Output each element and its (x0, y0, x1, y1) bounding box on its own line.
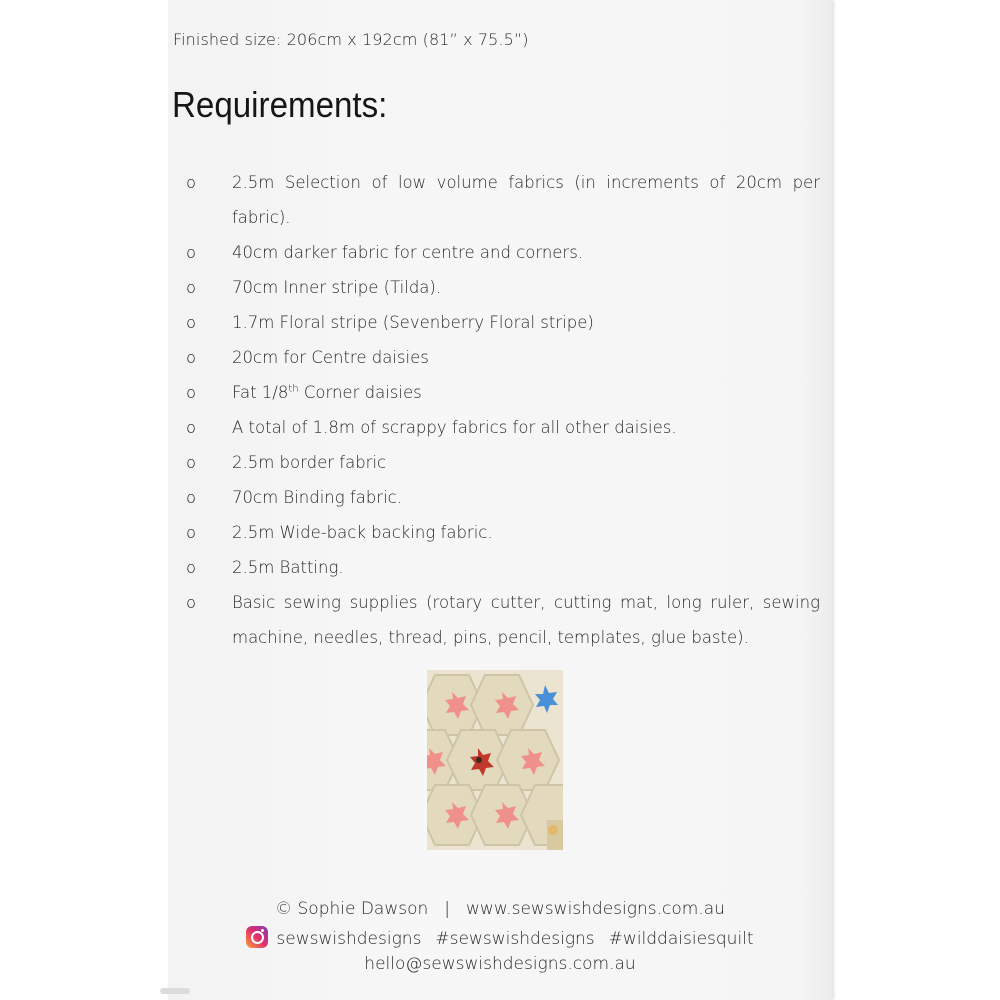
list-item-text-post: Corner daisies (298, 383, 422, 402)
requirements-list (168, 165, 820, 655)
list-item-text: 2.5m Selection of low volume fabrics (in increments of 20cm per fabric). (232, 173, 820, 227)
finished-size: Finished size: 206cm x 192cm (81” x 75.5”) (173, 30, 529, 49)
bullet-icon: o (186, 418, 196, 437)
footer-copyright-line (168, 899, 832, 919)
website-link[interactable]: www.sewswishdesigns.com.au (466, 899, 725, 919)
list-item (168, 165, 820, 235)
copyright-text: © Sophie Dawson (275, 899, 429, 919)
hashtag-wilddaisiesquilt[interactable]: #wilddaisiesquilt (608, 929, 754, 949)
list-item (168, 375, 820, 410)
page-edge-mark (160, 988, 190, 994)
list-item (168, 445, 820, 480)
list-item (168, 515, 820, 550)
list-item-text: 2.5m Batting. (232, 558, 344, 577)
list-item-text: Basic sewing supplies (rotary cutter, cutting mat, long ruler, sewing machine, needles, thread, pins, pencil, templates, glue baste). (232, 593, 820, 647)
list-item (168, 340, 820, 375)
bullet-icon: o (186, 313, 196, 332)
bullet-icon: o (186, 243, 196, 262)
bullet-icon: o (186, 558, 196, 577)
footer-email-line (168, 954, 832, 974)
list-item (168, 585, 820, 655)
bullet-icon: o (186, 593, 196, 612)
list-item-text: 20cm for Centre daisies (232, 348, 429, 367)
list-item (168, 305, 820, 340)
list-item (168, 480, 820, 515)
list-item-text-pre: Fat 1/8 (232, 383, 289, 402)
bullet-icon: o (186, 348, 196, 367)
bullet-icon: o (186, 488, 196, 507)
bullet-icon: o (186, 278, 196, 297)
list-item-text (232, 375, 820, 410)
list-item (168, 270, 820, 305)
bullet-icon: o (186, 173, 196, 192)
list-item (168, 550, 820, 585)
hashtag-sewswishdesigns[interactable]: #sewswishdesigns (435, 929, 595, 949)
footer-social-line (168, 926, 832, 949)
list-item (168, 410, 820, 445)
instagram-handle[interactable]: sewswishdesigns (276, 929, 422, 949)
bullet-icon: o (186, 523, 196, 542)
list-item-text: A total of 1.8m of scrappy fabrics for all other daisies. (232, 418, 677, 437)
footer-separator: | (444, 899, 451, 919)
quilt-photo (427, 670, 563, 850)
list-item-text: 1.7m Floral stripe (Sevenberry Floral stripe) (232, 313, 594, 332)
quilt-photo-image (427, 670, 563, 850)
list-item-text: 40cm darker fabric for centre and corners. (232, 243, 584, 262)
document-page (168, 0, 832, 1000)
email-link[interactable]: hello@sewswishdesigns.com.au (364, 954, 636, 974)
superscript-th: th (288, 383, 299, 395)
list-item-text: 2.5m border fabric (232, 453, 387, 472)
instagram-icon[interactable] (246, 926, 268, 948)
page-title: Requirements: (172, 84, 388, 125)
bullet-icon: o (186, 453, 196, 472)
list-item-text: 2.5m Wide-back backing fabric. (232, 523, 493, 542)
bullet-icon: o (186, 383, 196, 402)
list-item-text: 70cm Binding fabric. (232, 488, 402, 507)
list-item (168, 235, 820, 270)
list-item-text: 70cm Inner stripe (Tilda). (232, 278, 442, 297)
